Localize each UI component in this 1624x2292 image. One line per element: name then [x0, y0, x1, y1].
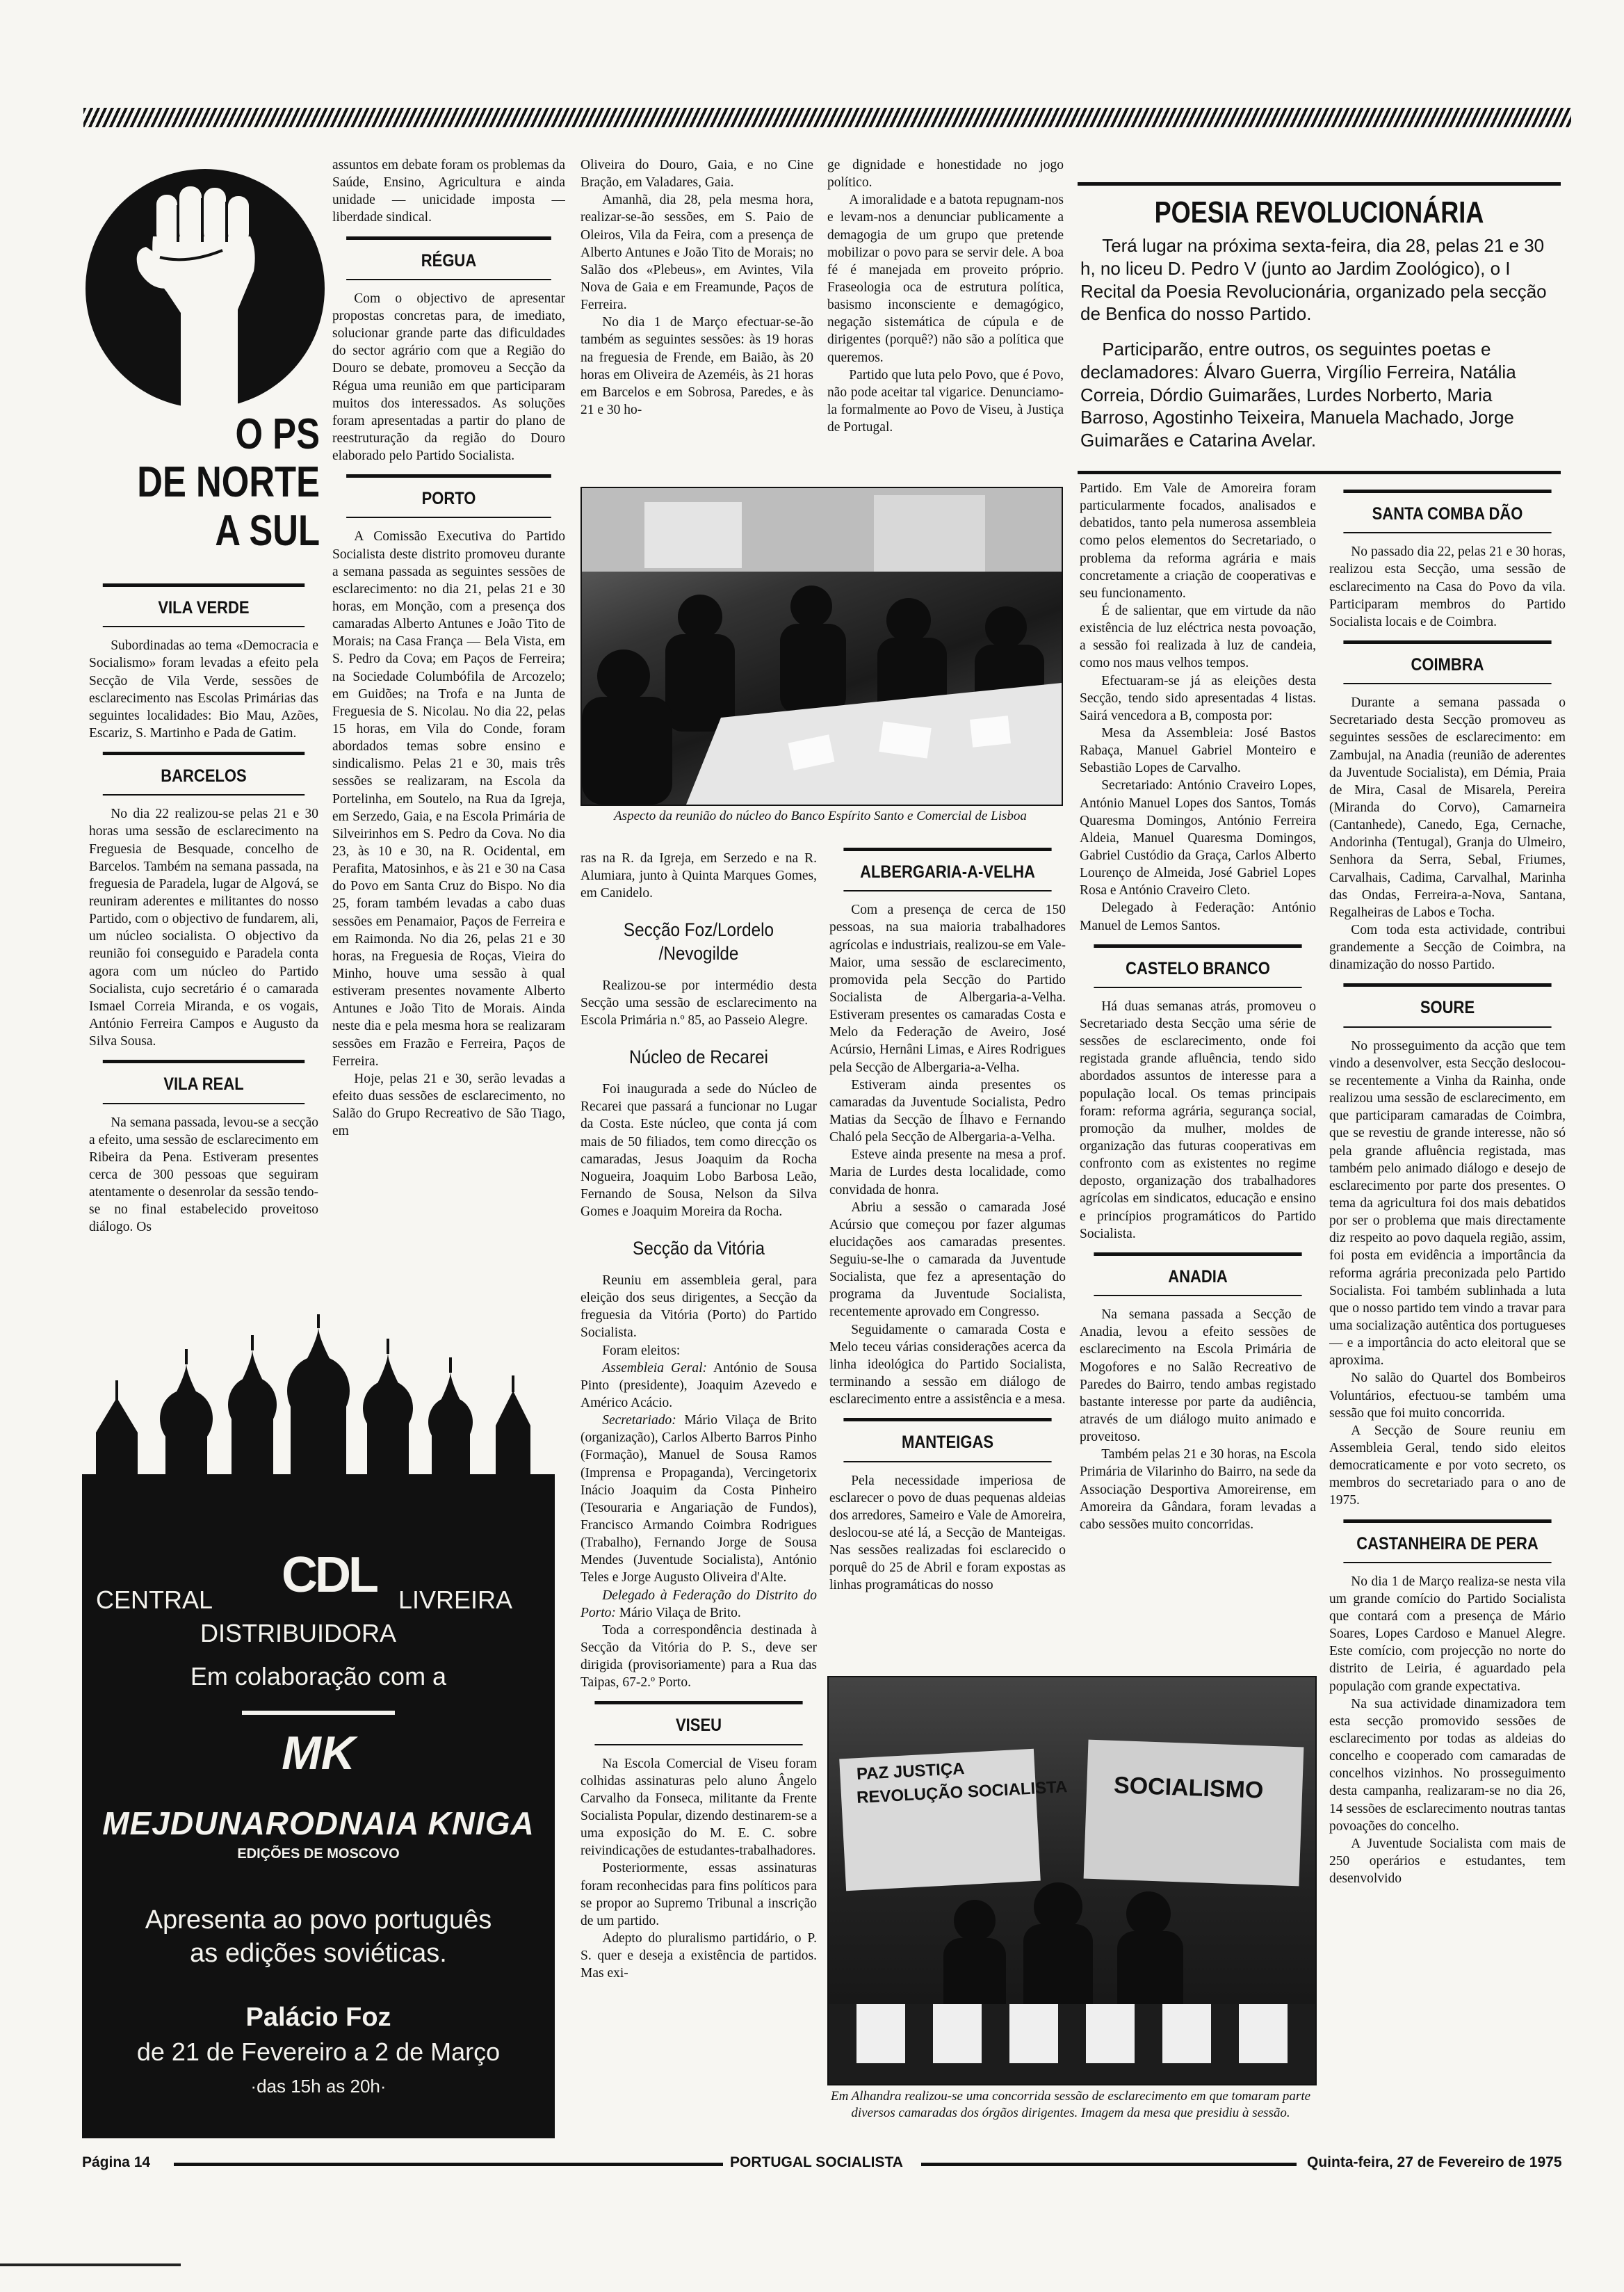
- section-title-soure: SOURE: [1343, 983, 1551, 1027]
- albergaria-text-4: Abriu a sessão o camarada José Acúrsio que começou por fazer algumas elucidações aos camaradas presentes. Seguiu-se-lhe o camarada da Juventude Socialista, que fez a apresentação do programa da Juventude Socialista, recentemente aprovado em Congresso.: [829, 1200, 1066, 1320]
- foz-text: Realizou-se por intermédio desta Secção uma sessão de esclarecimento na Escola Primária n.º 85, ao Passeio Alegre.: [580, 978, 817, 1028]
- column-4-top: [827, 156, 1064, 483]
- soure-text-3: A Secção de Soure reuniu em Assembleia Geral, tendo sido eleitos democraticamente e por voto secreto, os membros do secretariado para o ano de 1975.: [1329, 1423, 1566, 1508]
- section-title-vila-verde: VILA VERDE: [103, 583, 304, 627]
- section-title-porto: PORTO: [346, 474, 551, 518]
- vitoria-text-3: Toda a correspondência destinada à Secção da Vitória do P. S., deve ser dirigida (provisoriamente) para a Rua das Taipas, 67-2.º Porto.: [580, 1622, 817, 1690]
- col5-text-3: Mesa da Assembleia: José Bastos Rabaça, Manuel Gabriel Monteiro e Sebastião Lopes de Carvalho.: [1080, 725, 1316, 776]
- col4-text-2: Partido que luta pelo Povo, que é Povo, não pode aceitar tal vigarice. Denunciamo-la formalmente ao Povo de Viseu, à Justiça de Portugal.: [827, 367, 1064, 435]
- col4-text-1: A imoralidade e a batota repugnam-nos e levam-nos a denunciar publicamente a demagogia de um grupo que pretende mobilizar o povo para se servir dele. A boa fé é manejada em proveito próprio. Fraseologia oca de estrutura política, basismo inconsciente e demagógico, negação sistemática de cúpula e de dirigentes (porquê?) não são a política que queremos.: [827, 193, 1064, 365]
- castanheira-text-3: A Juventude Socialista com mais de 250 operários e estudantes, tem desenvolvido: [1329, 1836, 1566, 1887]
- ad-collab: Em colaboração com a: [190, 1662, 447, 1690]
- section-title-recarei: Núcleo de Recarei: [629, 1047, 768, 1068]
- column-3-top: [580, 156, 813, 487]
- meeting-photo-caption: Aspecto da reunião do núcleo do Banco Espírito Santo e Comercial de Lisboa: [614, 809, 1027, 823]
- meeting-photo-image: [582, 488, 1062, 805]
- anadia-text-2: Também pelas 21 e 30 horas, na Escola Primária de Vilarinho do Bairro, na sede da Associação Desportiva Amoreirense, em Amoreira da Gândara, foram levadas a cabo sessões muito concorridas.: [1080, 1447, 1316, 1532]
- ad-brand: MEJDUNARODNAIA KNIGA: [102, 1805, 535, 1841]
- column-5: [1080, 480, 1316, 1665]
- recarei-text: Foi inaugurada a sede do Núcleo de Recarei que passará a funcionar no Lugar da Costa. Este núcleo, que conta já com mais de 50 filiados, tem como direcção os camaradas, Jesus Joaquim da Rocha Nogueira, Joaquim Lobo Barbosa Leão, Fernando de Sousa, Nelson da Silva Gomes e Joaquim Moreira da Rocha.: [580, 1082, 817, 1220]
- vitoria-sec-text: Mário Vilaça de Brito (organização), Carlos Alberto Barros Pinho (Formação), Manuel de Sousa Ramos (Imprensa e Propaganda), Vercingetorix Inácio Joaquim da Costa Pinheiro (Tesouraria e Angariação de Fundos), Francisco Armando Coimbra Rodrigues (Trabalho), Fernando Jorge de Sousa Mendes (Juventude Socialista), António Teles e Jorge Augusto Oliveira d'Alte.: [580, 1413, 817, 1585]
- section-title-barcelos: BARCELOS: [103, 752, 304, 796]
- col3-text-1: Amanhã, dia 28, pela mesma hora, realizar-se-ão sessões, em S. Paio de Oleiros, Vila da Feira, com a presença de Alberto Antunes e João Tito de Morais; no Salão dos «Plebeus», em Avintes, Vila Nova de Gaia e em Freamunde, Paços de Ferreira.: [580, 193, 813, 313]
- footer-date: Quinta-feira, 27 de Fevereiro de 1975: [1307, 2154, 1562, 2170]
- ad-central: CENTRAL: [96, 1585, 213, 1614]
- headline-line-1: O PS: [235, 410, 320, 458]
- vitoria-text-1: Reuniu em assembleia geral, para eleição dos seus dirigentes, a Secção da freguesia da Vitória (Porto) do Partido Socialista.: [580, 1273, 817, 1341]
- section-title-santa-comba: SANTA COMBA DÃO: [1343, 490, 1551, 533]
- porto-text-2: Hoje, pelas 21 e 30, serão levadas a efeito duas sessões de esclarecimento, no Salão do Grupo Recreativo de São Tiago, em: [332, 1071, 565, 1139]
- vitoria-ag: [580, 1359, 817, 1412]
- col3-text-2: No dia 1 de Março efectuar-se-ão também as seguintes sessões: às 19 horas na freguesia de Frende, em Baião, às 20 horas em Oliveira de Azeméis, às 21 horas em Barcelos e em Sobrosa, Paredes, e às 21 e 30 ho-: [580, 315, 813, 417]
- vitoria-ag-text: António de Sousa Pinto (presidente), Joaquim Azevedo e Américo Acácio.: [580, 1360, 817, 1410]
- col3-mid-continuation: ras na R. da Igreja, em Serzedo e na R. Alumiara, junto à Quinta Marques Gomes, em Canidelo.: [580, 851, 817, 901]
- column-6: [1329, 480, 1566, 2142]
- vitoria-sec: [580, 1412, 817, 1586]
- alhandra-photo-image: [829, 1677, 1315, 2084]
- porto-text-1: A Comissão Executiva do Partido Socialista deste distrito promoveu durante a semana passada as seguintes sessões de esclarecimento: no dia 21, pelas 21 e 30 horas, em Monção, com a presença dos camaradas Alberto Antunes e João Tito de Morais; na Casa França — Bela Vista, em S. Pedro da Cova; em Paços de Ferreira; na Sociedade Columbófila de Arcozelo; em Guidões; na Trofa e na Junta de Freguesia de S. Nicolau. No dia 22, pelas 15 horas, em Vila do Conde, foram abordados temas sobre ensino e sindicalismo. Pelas 21 e 30, mais três sessões se realizaram, na Escola da Portelinha, em Soutelo, na Rua da Igreja, em Serzedo, Gaia, e na Escola Primária de Silveirinhos em S. Pedro da Cova. No dia 23, às 10 e 30, na R. Ocidental, em Perafita, Matosinhos, e às 21 e 30 na Casa do Povo em Santa Cruz do Bispo. No dia 25, foram também levadas a cabo duas sessões em Penamaior, Paços de Ferreira e em Raimonda. No dia 26, pelas 21 e 30 horas, na Freguesia de Roças, Vieira do Minho, houve uma sessão à qual estiveram presentes novamente Alberto Antunes e João Tito de Morais. Ainda neste dia e pela mesma hora se realizaram sessões em Frazão e Ferreira, Paços de Ferreira.: [332, 529, 565, 1069]
- coimbra-text-1: Durante a semana passada o Secretariado desta Secção promoveu as seguintes sessões de esclarecimento: em Zambujal, na Anadia (reunião de aderentes da Juventude Socialista), em Démia, Praia de Mira, Casal de Misarela, Pereira (Miranda do Corvo), Camarneira (Cantanhede), Canedo, Ega, Cernache, Andorinha (Tentugal), Granja do Ulmeiro, Senhora da Serra, Sebal, Friumes, Carvalhais, Cadima, Carvalhal, Marinha das Ondas, Ferreira-a-Nova, Santana, Regalheiras de Labos e Tocha.: [1329, 695, 1566, 920]
- viseu-text-1: Na Escola Comercial de Viseu foram colhidas assinaturas pelo aluno Ângelo Carvalho da Fonseca, militante da Frente Socialista Popular, dizendo destinarem-se a uma exposição do M. E. C. sobre reivindicações de estudantes-trabalhadores.: [580, 1756, 817, 1859]
- barcelos-text: No dia 22 realizou-se pelas 21 e 30 horas uma sessão de esclarecimento na Freguesia de Besquade, concelho de Barcelos. Também na semana passada, na freguesia de Paradela, lugar de Algová, se reuniram aderentes e militantes do nosso Partido, com o objectivo de fundarem, ali, um núcleo socialista. O objectivo da reunião foi conseguido e Paradela conta agora com um núcleo do Partido Socialista, cujo secretário é o camarada Ismael Correia Miranda, e os vogais, António Ferreira Campos e Augusto da Silva Sousa.: [89, 807, 318, 1049]
- col5-text-2: Efectuaram-se já as eleições desta Secção, tendo sido apresentadas 4 listas. Sairá vencedora a B, composta por:: [1080, 673, 1316, 723]
- section-title-manteigas: MANTEIGAS: [843, 1418, 1051, 1462]
- vitoria-text-2: Foram eleitos:: [602, 1343, 681, 1358]
- albergaria-text-3: Esteve ainda presente na mesa a prof. Maria de Lurdes desta localidade, como convidada de honra.: [829, 1147, 1066, 1197]
- headline-line-2: DE NORTE: [137, 458, 320, 507]
- cdl-logo: CDL: [282, 1547, 376, 1603]
- banner-left-line-2: REVOLUÇÃO SOCIALISTA: [856, 1777, 1069, 1807]
- ad-venue: Palácio Foz: [245, 2003, 391, 2032]
- header-hatch-rule: [83, 108, 1571, 127]
- vila-real-text: Na semana passada, levou-se a secção a efeito, uma sessão de esclarecimento em Ribeira da Pena. Estiveram presentes cerca de 300 pessoas que seguiram atentamente o desenrolar da sessão tendo-se no final estabelecido proveitoso diálogo. Os: [89, 1115, 318, 1235]
- col5-text-1: É de salientar, que em virtude da não existência de luz eléctrica nesta povoação, a sessão foi realizada à luz de candeia, como nos maus velhos tempos.: [1080, 603, 1316, 671]
- banner-left-line-1: PAZ JUSTIÇA: [856, 1759, 966, 1784]
- vitoria-ag-label: Assembleia Geral:: [602, 1360, 708, 1375]
- ad-distribuidora: DISTRIBUIDORA: [200, 1619, 397, 1647]
- poesia-box: [1078, 182, 1561, 474]
- anadia-text-1: Na semana passada a Secção de Anadia, levou a efeito sessões de esclarecimento na Escola Primária de Mogofores e no Salão Recreativo de Paredes do Bairro, tendo ambas registado bastante interesse por parte da audiência, através de um diálogo muito animado e proveitoso.: [1080, 1307, 1316, 1445]
- col5-text-4: Secretariado: António Craveiro Lopes, António Manuel Lopes dos Santos, Tomás Quaresma Domingos, António Ferreira Aldeia, Manuel Quaresma Domingos, Gabriel Custódio da Graça, Carlos Alberto Lourenço de Almeida, José Gabriel Lopes Rosa e António Craveiro Cleto.: [1080, 778, 1316, 898]
- main-headline: [126, 410, 320, 555]
- banner-right: SOCIALISMO: [1113, 1772, 1264, 1804]
- manteigas-text: Pela necessidade imperiosa de esclarecer o povo de duas pequenas aldeias dos arredores, Sameiro e Vale de Amoreira, deslocou-se até lá, a Secção de Manteigas. Nas sessões realizadas foi esclarecido o porquê do 25 de Abril e foram expostas as linhas programáticas do nosso: [829, 1473, 1066, 1593]
- advertisement-box: [82, 1314, 555, 2138]
- soure-text-1: No prosseguimento da acção que tem vindo a desenvolver, esta Secção deslocou-se recentemente a Vinha da Rainha, onde realizou uma sessão de esclarecimento, em que participaram camaradas de Coimbra, que se revestiu de grande interesse, não só pela grande afluência registada, mas também pelo animado diálogo e desejo de esclarecimento por parte dos presentes. O tema da agricultura foi dos mais debatidos por ser o problema que mais directamente diz respeito ao povo daquela região, assim, foi posta em evidência a importância da reforma agrária preconizada pelo Partido Socialista. Foi também sublinhada a luta que o nosso partido tem vindo a travar para uma socialização autêntica dos portugueses — e a importância do acto eleitoral que se aproxima.: [1329, 1038, 1566, 1369]
- footer-rule-right: [921, 2163, 1297, 2166]
- ad-brand-sub: EDIÇÕES DE MOSCOVO: [237, 1846, 400, 1862]
- castanheira-text-2: Na sua actividade dinamizadora tem esta secção promovido sessões de esclarecimento por todas as aldeias do concelho e cooperado com camaradas de concelhos vizinhos. No prosseguimento desta campanha, realizaram-se no dia 26, 14 sessões de esclarecimento noutras tantas povoações do concelho.: [1329, 1696, 1566, 1834]
- column-4-middle: [829, 838, 1066, 1669]
- section-title-vitoria: Secção da Vitória: [632, 1238, 765, 1259]
- col3-continuation: Oliveira do Douro, Gaia, e no Cine Bração, em Valadares, Gaia.: [580, 158, 813, 191]
- headline-line-3: A SUL: [215, 506, 320, 555]
- ad-livreira: LIVREIRA: [398, 1585, 513, 1614]
- col5-text-5: Delegado à Federação: António Manuel de Lemos Santos.: [1080, 901, 1316, 933]
- footer-page: Página 14: [82, 2154, 151, 2170]
- viseu-text-2: Posteriormente, essas assinaturas foram reconhecidas para fins políticos para se propor ao Supremo Tribunal a inscrição de um partido.: [580, 1861, 817, 1928]
- footer-rule-left: [174, 2163, 723, 2166]
- ad-presents-2: as edições soviéticas.: [190, 1939, 447, 1968]
- castanheira-text-1: No dia 1 de Março realiza-se nesta vila um grande comício do Partido Socialista que contará com a presença de Mário Soares, Lopes Cardoso e Manuel Alegre. Este comício, com projecção no norte do distrito de Leiria, é aguardado pela população com grande expectativa.: [1329, 1574, 1566, 1694]
- vitoria-fed: [580, 1587, 817, 1622]
- viseu-text-3: Adepto do pluralismo partidário, o P. S. quer e deseja a existência de partidos. Mas exi-: [580, 1931, 817, 1981]
- section-title-castelo-branco: CASTELO BRANCO: [1094, 944, 1301, 988]
- section-title-viseu: VISEU: [594, 1701, 802, 1745]
- section-title-coimbra: COIMBRA: [1343, 640, 1551, 684]
- col5-continuation: Partido. Em Vale de Amoreira foram particularmente focados, analisados e debatidos, tanto pela numerosa assembleia como pelos elementos do Secretariado, o problema da reforma agrária e mais concretamente a criação de cooperativas e seu funcionamento.: [1080, 481, 1316, 601]
- section-title-albergaria: ALBERGARIA-A-VELHA: [843, 848, 1051, 891]
- vila-verde-text: Subordinadas ao tema «Democracia e Socialismo» foram levadas a efeito pela Secção de Vila Verde, sessões de esclarecimento nas Escolas Primárias das seguintes localidades: Bio Mau, Azões, Escariz, S. Martinho e Pada de Gatim.: [89, 638, 318, 741]
- poesia-text-2: Participarão, entre outros, os seguintes poetas e declamadores: Álvaro Guerra, Virgílio Ferreira, Natália Correia, Dórdio Guimarães, Lurdes Norberto, Maria Barroso, Agostinho Teixeira, Manuela Machado, Jorge Guimarães e Catarina Avelar.: [1080, 339, 1516, 451]
- regua-text: Com o objectivo de apresentar propostas concretas para, de imediato, solucionar grande parte das dificuldades do sector agrário com que a Região do Douro se debate, promoveu a Secção da Régua uma reunião em que participaram muitos dos interessados. As soluções foram apresentadas a partir do plano de reestruturação da região do Douro elaborado pelo Partido Socialista.: [332, 291, 565, 464]
- column-2: [332, 156, 565, 1307]
- column-3-middle: [580, 850, 817, 2143]
- footer-paper: PORTUGAL SOCIALISTA: [730, 2154, 903, 2170]
- soure-text-2: No salão do Quartel dos Bombeiros Voluntários, efectuou-se também uma sessão que foi muito concorrida.: [1329, 1371, 1566, 1421]
- fist-emblem: [83, 167, 327, 410]
- castelo-branco-text: Há duas semanas atrás, promoveu o Secretariado desta Secção uma série de sessões de esclarecimento, onde foi registada grande afluência, tendo sido abordados assuntos de interesse para a população local. Os temas principais foram: reforma agrária, segurança social, promoção da mulher, moldes de organização das futuras cooperativas em confronto com as existentes no regime deposto, organização dos trabalhadores agrícolas em sindicatos, educação e ensino e princípios programáticos do Partido Socialista.: [1080, 999, 1316, 1241]
- albergaria-text-5: Seguidamente o camarada Costa e Melo teceu várias considerações acerca da linha ideológica do Partido Socialista, terminando a sessão em diálogo de esclarecimento entre a assistência e a mesa.: [829, 1322, 1066, 1407]
- section-title-anadia: ANADIA: [1094, 1252, 1301, 1296]
- section-title-regua: RÉGUA: [346, 236, 551, 280]
- albergaria-text-2: Estiveram ainda presentes os camaradas da Juventude Socialista, Pedro Matias da Secção de Ílhavo e Fernando Chaló pela Secção de Albergaria-a-Velha.: [829, 1077, 1066, 1145]
- section-title-castanheira: CASTANHEIRA DE PERA: [1343, 1519, 1551, 1563]
- albergaria-text-1: Com a presença de cerca de 150 pessoas, na sua maioria trabalhadores agrícolas e industriais, realizou-se em Vale-Maior, uma sessão de esclarecimento, promovida pela Secção do Partido Socialista de Albergaria-a-Velha. Estiveram presentes os camaradas Costa e Melo da Federação de Aveiro, José Acúrsio, Hernâni Limas, e Aires Rodrigues pela Secção de Albergaria-a-Velha.: [829, 903, 1066, 1075]
- poesia-title: POESIA REVOLUCIONÁRIA: [1154, 195, 1484, 229]
- vitoria-fed-text: Mário Vilaça de Brito.: [619, 1605, 741, 1620]
- scan-edge-mark: [0, 2263, 181, 2266]
- column-1: [89, 574, 318, 1300]
- santa-comba-text: No passado dia 22, pelas 21 e 30 horas, realizou esta Secção, uma sessão de esclarecimento na Casa do Povo da vila. Participaram membros do Partido Socialista locais e de Coimbra.: [1329, 544, 1566, 629]
- ad-dates: de 21 de Fevereiro a 2 de Março: [136, 2037, 501, 2066]
- col2-continuation: assuntos em debate foram os problemas da Saúde, Ensino, Agricultura e ainda unidade — unicidade imposta — liberdade sindical.: [332, 158, 565, 225]
- section-title-foz: Secção Foz/Lordelo /Nevogilde: [623, 919, 774, 965]
- vitoria-fed-label: Delegado à Federação do Distrito do Porto:: [580, 1588, 817, 1620]
- vitoria-sec-label: Secretariado:: [602, 1413, 676, 1428]
- meeting-photo: [580, 487, 1063, 806]
- col4-continuation: ge dignidade e honestidade no jogo político.: [827, 158, 1064, 191]
- coimbra-text-2: Com toda esta actividade, contribui grandemente a Secção de Coimbra, na dinamização do nosso Partido.: [1329, 923, 1566, 973]
- alhandra-photo-caption: Em Alhandra realizou-se uma concorrida sessão de esclarecimento em que tomaram parte diversos camaradas dos órgãos dirigentes. Imagem da mesa que presidiu à sessão.: [830, 2089, 1311, 2121]
- section-title-vila-real: VILA REAL: [103, 1060, 304, 1104]
- alhandra-photo: [827, 1676, 1317, 2085]
- kremlin-silhouette-icon: [82, 1314, 555, 1523]
- mk-logo: MK: [242, 1711, 395, 1791]
- ad-hours: ·das 15h as 20h·: [250, 2076, 387, 2097]
- poesia-text-1: Terá lugar na próxima sexta-feira, dia 28, pelas 21 e 30 h, no liceu D. Pedro V (junto ao Jardim Zoológico), o I Recital da Poesia Revolucionária, organizado pela secção de Benfica do nosso Partido.: [1080, 235, 1547, 325]
- ad-presents-1: Apresenta ao povo português: [145, 1905, 492, 1935]
